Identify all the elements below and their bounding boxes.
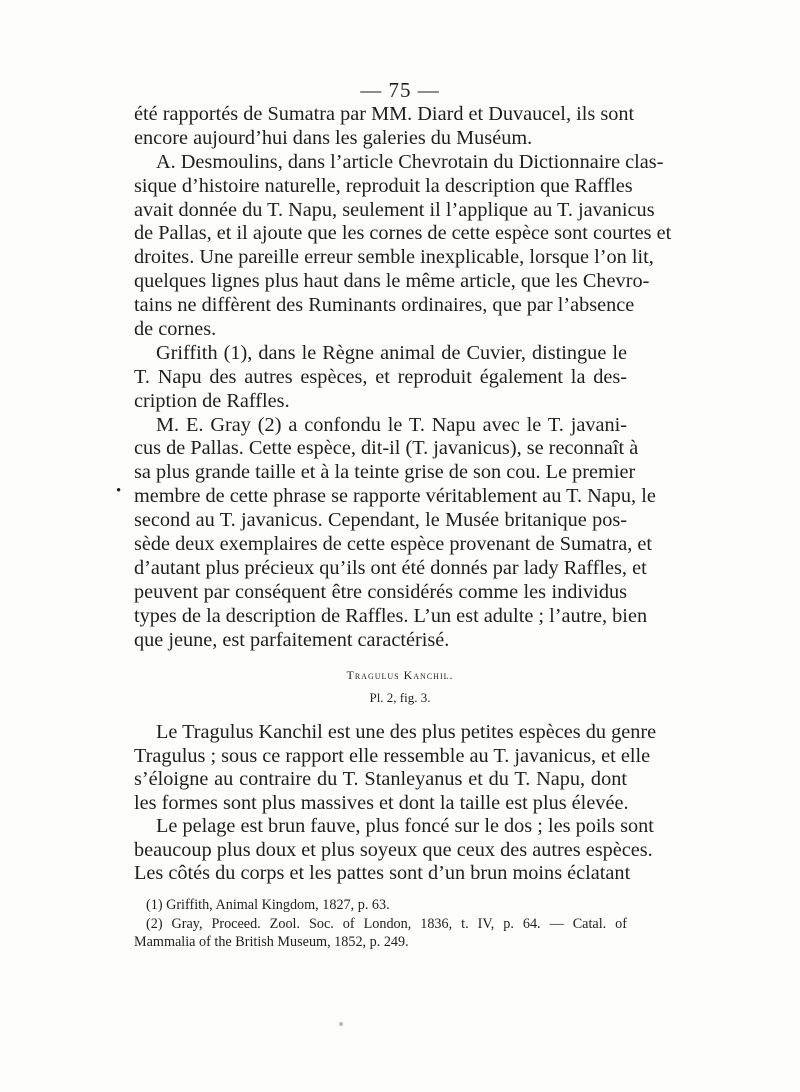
second-text-block [134,721,657,886]
text-line: Griffith (1), dans le Règne animal de Cuvier, distingue le [156,341,627,364]
text-line: d’autant plus précieux qu’ils ont été donnés par lady Raffles, et [134,556,647,579]
text-line: beaucoup plus doux et plus soyeux que ceux des autres espèces. [134,838,653,861]
text-line: T. Napu des autres espèces, et reproduit également la des- [134,365,627,388]
text-line: A. Desmoulins, dans l’article Chevrotain du Dictionnaire clas- [156,150,664,173]
text-line: cus de Pallas. Cette espèce, dit-il (T. javanicus), se reconnaît à [134,437,639,460]
text-line: de cornes. [134,318,217,341]
paper-speck [339,1022,343,1026]
text-line: été rapportés de Sumatra par MM. Diard et Duvaucel, ils sont [134,103,635,125]
text-line: cription de Raffles. [134,389,290,412]
text-line: membre de cette phrase se rapporte véritablement au T. Napu, le [134,485,656,508]
footnote: Mammalia of the British Museum, 1852, p. 249. [134,934,409,951]
text-line: encore aujourd’hui dans les galeries du Muséum. [134,126,533,149]
footnote: (2) Gray, Proceed. Zool. Soc. of London, 1836, t. IV, p. 64. — Catal. of [146,915,627,932]
text-line: avait donnée du T. Napu, seulement il l’applique au T. javanicus [134,198,655,221]
text-line: sa plus grande taille et à la teinte grise de son cou. Le premier [134,461,636,484]
text-line: droites. Une pareille erreur semble inexplicable, lorsque l’on lit, [134,246,654,269]
text-line: types de la description de Raffles. L’un est adulte ; l’autre, bien [134,604,648,627]
text-line: sède deux exemplaires de cette espèce provenant de Sumatra, et [134,533,653,556]
text-line: Le pelage est brun fauve, plus foncé sur le dos ; les poils sont [156,815,654,837]
text-line: peuvent par conséquent être considérés comme les individus [134,580,627,603]
text-line: Les côtés du corps et les pattes sont d’un brun moins éclatant [134,862,631,884]
footnotes [134,896,627,952]
plate-reference: Pl. 2, fig. 3. [369,690,431,705]
margin-mark: • [116,483,122,499]
text-line: les formes sont plus massives et dont la taille est plus élevée. [134,791,629,814]
text-line: s’éloigne au contraire du T. Stanleyanus et du T. Napu, dont [134,768,627,790]
text-line: M. E. Gray (2) a confondu le T. Napu avec le T. javani- [156,413,627,436]
text-line: quelques lignes plus haut dans le même article, que les Chevro- [134,270,650,293]
page-number: — 75 — [360,78,440,102]
section-heading: Tragulus Kanchil. [346,668,454,682]
text-line: que jeune, est parfaitement caractérisé. [134,628,450,651]
text-line: sique d’histoire naturelle, reproduit la description que Raffles [134,174,633,197]
main-text-block [134,103,672,652]
text-line: tains ne diffèrent des Ruminants ordinaires, que par l’absence [134,294,635,317]
text-line: Tragulus ; sous ce rapport elle ressemble au T. javanicus, et elle [134,744,651,767]
text-line: second au T. javanicus. Cependant, le Musée britanique pos- [134,509,627,532]
text-line: Le Tragulus Kanchil est une des plus petites espèces du genre [156,721,657,743]
footnote: (1) Griffith, Animal Kingdom, 1827, p. 63. [146,897,390,913]
text-line: de Pallas, et il ajoute que les cornes de cette espèce sont courtes et [134,222,672,245]
